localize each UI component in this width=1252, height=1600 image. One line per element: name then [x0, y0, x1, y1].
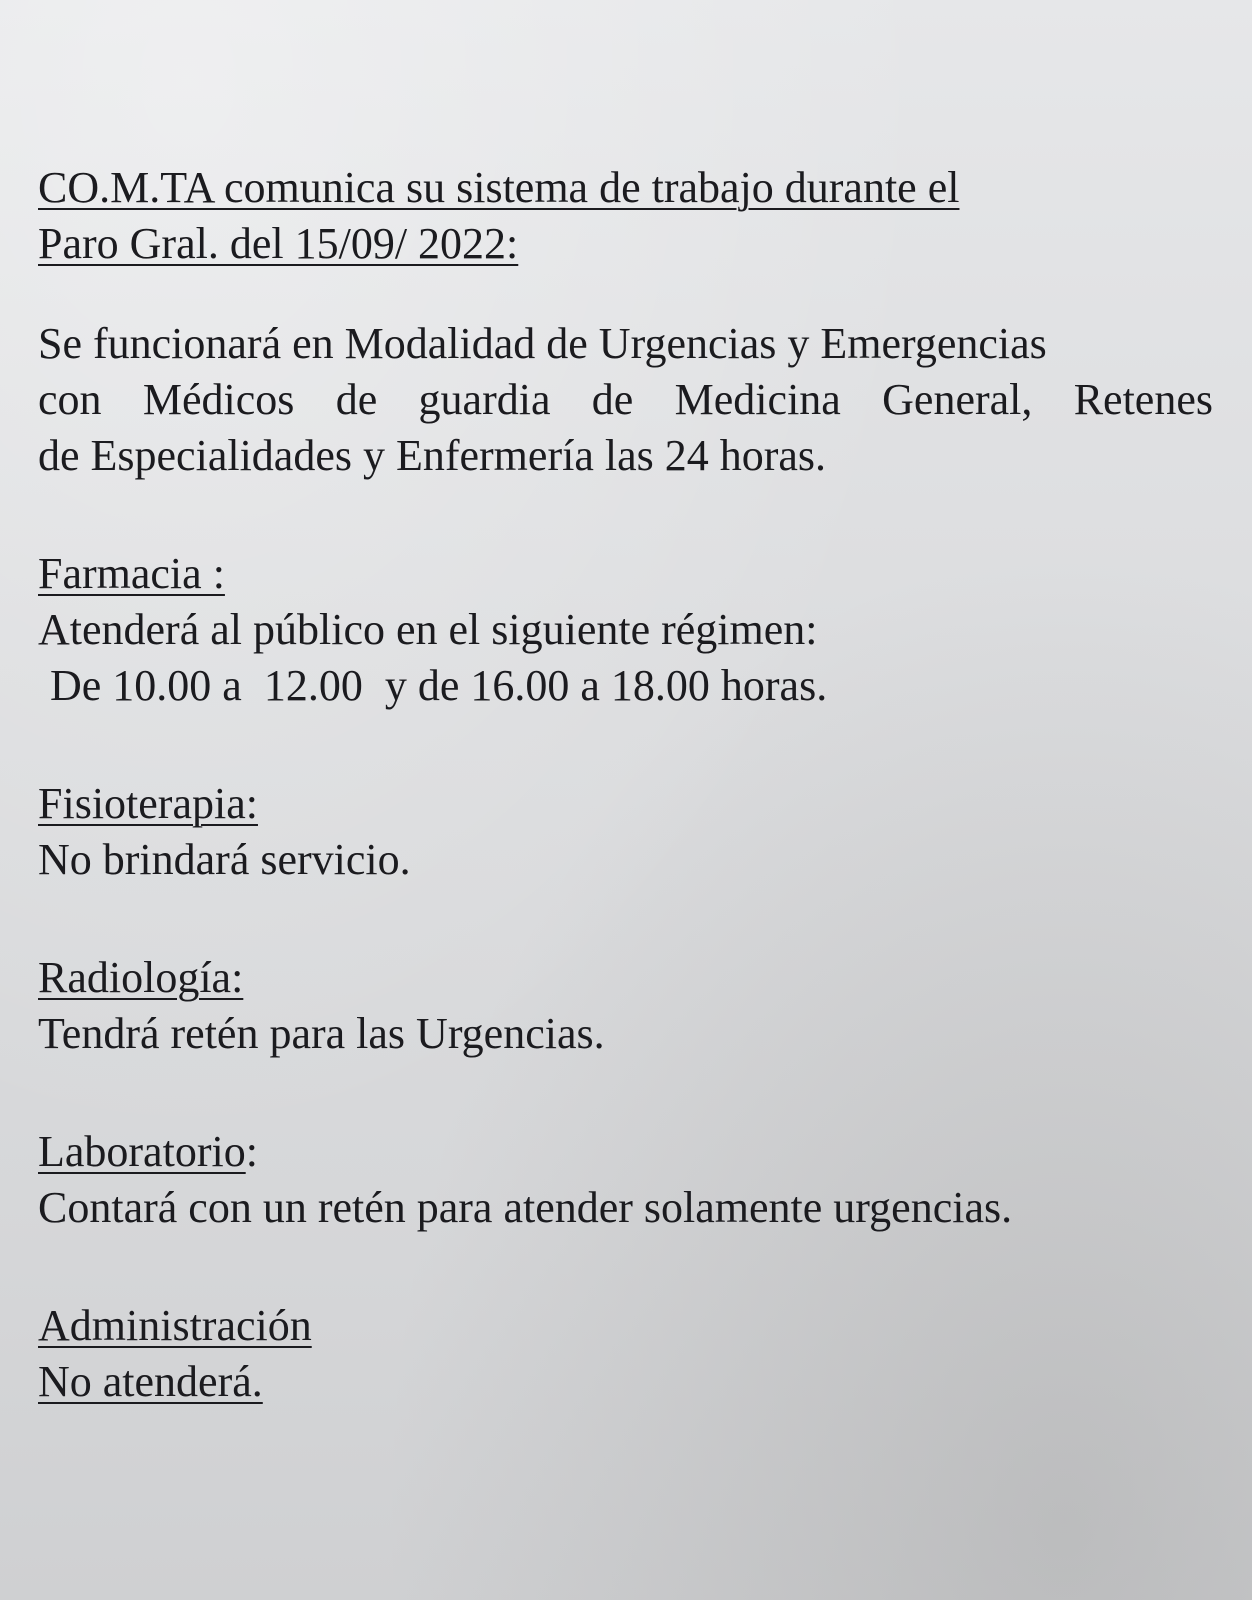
administracion-line-1: No atenderá.: [38, 1357, 263, 1406]
section-laboratorio: [38, 1124, 1213, 1236]
administracion-line-1-wrap: [38, 1354, 1213, 1410]
radiologia-line-1: Tendrá retén para las Urgencias.: [38, 1009, 605, 1058]
farmacia-heading-line: [38, 546, 1213, 602]
notice-title-line-2: [38, 216, 1213, 272]
radiologia-heading: Radiología:: [38, 953, 244, 1002]
farmacia-line-2: De 10.00 a 12.00 y de 16.00 a 18.00 horas.: [50, 661, 828, 710]
section-administracion: [38, 1298, 1213, 1410]
intro-line-3: de Especialidades y Enfermería las 24 horas.: [38, 431, 827, 480]
laboratorio-heading: Laboratorio: [38, 1127, 246, 1176]
laboratorio-line-1: Contará con un retén para atender solamente urgencias.: [38, 1183, 1013, 1232]
laboratorio-heading-colon: :: [245, 1127, 258, 1176]
notice-title-text-1: CO.M.TA comunica su sistema de trabajo durante el: [38, 163, 960, 212]
section-fisioterapia: [38, 776, 1213, 888]
section-farmacia: [38, 546, 1213, 714]
notice-title-text-2: Paro Gral. del 15/09/ 2022:: [38, 219, 519, 268]
notice-body: [38, 160, 1213, 1410]
administracion-heading: Administración: [38, 1301, 312, 1350]
radiologia-heading-line: [38, 950, 1213, 1006]
section-radiologia: [38, 950, 1213, 1062]
farmacia-line-1: Atenderá al público en el siguiente régimen:: [38, 605, 818, 654]
intro-line-1: Se funcionará en Modalidad de Urgencias y Emergencias: [38, 319, 1047, 368]
fisioterapia-line-1: No brindará servicio.: [38, 835, 411, 884]
administracion-heading-line: [38, 1298, 1213, 1354]
laboratorio-heading-line: [38, 1124, 1213, 1180]
intro-line-2: con Médicos de guardia de Medicina General, Retenes: [38, 375, 1213, 424]
fisioterapia-heading: Fisioterapia:: [38, 779, 258, 828]
intro-paragraph: [38, 316, 1213, 484]
farmacia-heading: Farmacia :: [38, 549, 225, 598]
fisioterapia-heading-line: [38, 776, 1213, 832]
notice-title-line-1: [38, 160, 1213, 216]
